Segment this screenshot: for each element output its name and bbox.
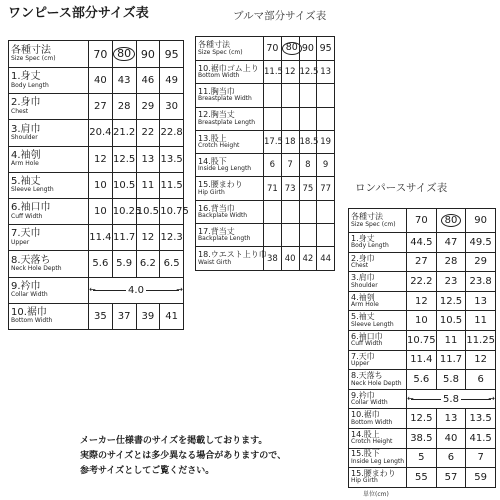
value-cell: 38 — [264, 247, 282, 270]
value-cell — [281, 107, 299, 130]
value-cell: 6.5 — [160, 251, 184, 277]
value-cell: 12.3 — [160, 225, 184, 251]
table-row — [349, 252, 496, 272]
size-header-80 — [112, 41, 136, 68]
value-cell: 29 — [466, 252, 496, 272]
value-cell: 49.5 — [466, 233, 496, 253]
value-cell — [317, 224, 335, 247]
merged-value: 4.0 — [128, 284, 144, 296]
row-label-en: Chest — [351, 261, 369, 269]
row-label-jp: 5.袖丈 — [11, 175, 41, 187]
value-cell: 12 — [281, 61, 299, 84]
size-label: 90 — [474, 215, 488, 226]
row-label-en: Crotch Height — [198, 142, 240, 150]
row-label-cell — [349, 252, 407, 272]
value-cell: 59 — [466, 468, 496, 488]
row-label-jp: 7.天巾 — [351, 351, 375, 361]
note-line-1: メーカー仕様書のサイズを掲載しております。 — [80, 436, 268, 446]
row-label-cell — [9, 277, 89, 303]
value-cell: 39 — [136, 303, 160, 329]
row-label-jp: 3.肩巾 — [351, 273, 375, 283]
table-row — [349, 350, 496, 370]
value-cell: 11.5 — [264, 61, 282, 84]
value-cell: 40 — [281, 247, 299, 270]
value-cell: 44.5 — [407, 233, 437, 253]
row-label-cell — [9, 94, 89, 120]
row-label-cell — [349, 448, 407, 468]
table-row — [196, 154, 335, 177]
value-cell: 43 — [112, 68, 136, 94]
row-label-en: Breastplate Length — [198, 118, 256, 126]
table-row — [196, 224, 335, 247]
size-header-80 — [281, 37, 299, 61]
value-cell: 5.8 — [436, 370, 466, 390]
value-cell: 18.5 — [299, 130, 317, 153]
row-label-cell — [349, 350, 407, 370]
row-label-cell — [196, 247, 267, 270]
value-cell: 40 — [436, 428, 466, 448]
value-cell: 10 — [89, 172, 113, 198]
value-cell: 47 — [436, 233, 466, 253]
row-label-en: Upper — [11, 238, 30, 246]
rompers-table-title: ロンパースサイズ表 — [355, 182, 448, 194]
value-cell: 11.5 — [160, 172, 184, 198]
value-cell: 30 — [160, 94, 184, 120]
row-label-en: Arm Hole — [11, 160, 39, 168]
row-label-en: Breastplate Width — [198, 95, 252, 103]
row-label-jp: 15.腰まわり — [351, 469, 396, 479]
value-cell: 13.5 — [160, 146, 184, 172]
row-label-cell — [9, 303, 89, 329]
table-row — [9, 225, 184, 251]
row-label-cell — [196, 130, 264, 153]
table-row — [196, 130, 335, 153]
value-cell: 10.5 — [436, 311, 466, 331]
value-cell: 27 — [407, 252, 437, 272]
row-label-en: Bottom Width — [351, 418, 393, 426]
value-cell — [299, 224, 317, 247]
value-cell — [264, 224, 282, 247]
header-label-en: Size Spec (cm) — [198, 48, 243, 56]
value-cell: 12 — [89, 146, 113, 172]
header-label-jp: 各種寸法 — [351, 212, 383, 222]
row-label-jp: 15.股下 — [351, 449, 380, 459]
row-label-jp: 3.肩巾 — [11, 123, 41, 135]
value-cell: 13.5 — [466, 409, 496, 429]
value-cell: 6 — [466, 370, 496, 390]
value-cell — [264, 200, 282, 223]
value-cell: 10.25 — [112, 198, 136, 224]
value-cell: 13 — [466, 291, 496, 311]
onepiece-size-table — [8, 40, 189, 330]
table-row — [196, 84, 335, 107]
value-cell: 13 — [436, 409, 466, 429]
header-label-cell — [9, 41, 89, 68]
value-cell: 22 — [136, 120, 160, 146]
size-label: 70 — [266, 43, 279, 54]
table-row — [349, 468, 496, 488]
row-label-en: Backplate Width — [198, 211, 248, 219]
row-label-cell — [196, 200, 264, 223]
value-cell — [317, 107, 335, 130]
arrow-left-icon: ← — [89, 285, 96, 295]
table-row — [9, 198, 184, 224]
value-cell: 19 — [317, 130, 335, 153]
table-row — [349, 428, 496, 448]
row-label-en: Crotch Height — [351, 438, 393, 446]
size-label: 70 — [93, 47, 108, 61]
value-cell: 41 — [160, 303, 184, 329]
size-label: 80 — [441, 214, 462, 228]
unit-label: 単位(cm) — [363, 491, 389, 498]
value-cell: 22.8 — [160, 120, 184, 146]
value-cell: 37 — [112, 303, 136, 329]
value-cell: 12 — [136, 225, 160, 251]
value-cell: 44 — [317, 247, 335, 270]
value-cell: 17.5 — [264, 130, 282, 153]
arrow-left-icon: ← — [407, 394, 414, 404]
value-cell — [299, 200, 317, 223]
value-cell — [299, 107, 317, 130]
value-cell: 9 — [317, 154, 335, 177]
table-row — [349, 272, 496, 292]
table-row — [349, 389, 496, 409]
row-label-cell — [9, 120, 89, 146]
table-row — [9, 68, 184, 94]
value-cell: 5 — [407, 448, 437, 468]
size-header-70 — [89, 41, 113, 68]
row-label-cell — [196, 177, 264, 200]
size-header-95 — [317, 37, 335, 61]
row-label-cell — [349, 468, 407, 488]
value-cell: 11.4 — [407, 350, 437, 370]
size-label: 80 — [113, 47, 135, 62]
row-label-cell — [349, 330, 407, 350]
value-cell: 10.75 — [160, 198, 184, 224]
size-header-90 — [466, 209, 496, 233]
value-cell: 21.2 — [112, 120, 136, 146]
header-label-jp: 各種寸法 — [11, 44, 51, 56]
row-label-jp: 6.袖口巾 — [11, 202, 51, 214]
header-label-cell — [196, 37, 264, 61]
value-cell: 49 — [160, 68, 184, 94]
value-cell: 10.5 — [136, 198, 160, 224]
row-label-en: Hip Girth — [351, 477, 378, 485]
row-label-cell — [349, 409, 407, 429]
table-row — [349, 233, 496, 253]
value-cell: 6 — [436, 448, 466, 468]
value-cell: 12.5 — [436, 291, 466, 311]
row-label-jp: 10.裾巾 — [11, 306, 47, 318]
size-label: 80 — [282, 42, 302, 55]
row-label-jp: 12.胸当丈 — [198, 110, 235, 120]
size-header-90 — [136, 41, 160, 68]
row-label-en: Bottom Width — [11, 317, 53, 325]
row-label-en: Body Length — [351, 242, 389, 250]
size-label: 95 — [164, 47, 179, 61]
row-label-cell — [349, 389, 407, 409]
row-label-jp: 6.袖口巾 — [351, 331, 383, 341]
row-label-cell — [349, 291, 407, 311]
value-cell: 23 — [436, 272, 466, 292]
value-cell: 18 — [281, 130, 299, 153]
row-label-cell — [196, 224, 264, 247]
row-label-jp: 11.胸当巾 — [198, 87, 235, 97]
table-header-row — [349, 209, 496, 233]
value-cell: 29 — [136, 94, 160, 120]
row-label-jp: 14.股上 — [351, 429, 380, 439]
note-line-3: 参考サイズとしてご覧ください。 — [80, 466, 215, 476]
value-cell: 23.8 — [466, 272, 496, 292]
table-header-row — [9, 41, 184, 68]
table-row — [196, 200, 335, 223]
row-label-en: Chest — [11, 107, 29, 115]
value-cell: 7 — [281, 154, 299, 177]
disclaimer-note — [80, 434, 286, 479]
row-label-cell — [9, 172, 89, 198]
merged-value: 5.8 — [443, 393, 459, 405]
row-label-en: Body Length — [11, 81, 49, 89]
value-cell: 11 — [436, 330, 466, 350]
value-cell: 10 — [89, 198, 113, 224]
value-cell — [264, 84, 282, 107]
value-cell: 12.5 — [299, 61, 317, 84]
size-label: 90 — [140, 47, 155, 61]
row-label-en: Collar Width — [11, 291, 48, 299]
onepiece-table-title: ワンピース部分サイズ表 — [8, 6, 149, 21]
row-label-cell — [349, 311, 407, 331]
row-label-jp: 7.天巾 — [11, 228, 41, 240]
row-label-jp: 17.背当丈 — [198, 226, 235, 236]
value-cell: 12 — [407, 291, 437, 311]
value-cell: 6.2 — [136, 251, 160, 277]
value-cell: 6 — [264, 154, 282, 177]
row-label-cell — [349, 370, 407, 390]
size-label: 95 — [319, 43, 332, 54]
value-cell: 75 — [299, 177, 317, 200]
header-label-en: Size Spec (cm) — [11, 55, 56, 63]
value-cell: 11.7 — [436, 350, 466, 370]
table-row — [349, 370, 496, 390]
table-row — [9, 172, 184, 198]
row-label-en: Arm Hole — [351, 301, 379, 309]
size-label: 70 — [414, 215, 428, 226]
value-cell: 11.25 — [466, 330, 496, 350]
table-row — [349, 448, 496, 468]
value-cell: 22.2 — [407, 272, 437, 292]
value-cell: 7 — [466, 448, 496, 468]
arrow-right-icon: → — [488, 394, 495, 404]
row-label-en: Sleeve Length — [11, 186, 54, 194]
note-line-2: 実際のサイズとは多少異なる場合がありますので、 — [80, 451, 287, 461]
table-row — [9, 277, 184, 303]
value-cell — [299, 84, 317, 107]
row-label-en: Backplate Length — [198, 235, 251, 243]
value-cell: 42 — [299, 247, 317, 270]
row-label-en: Inside Leg Length — [198, 165, 252, 173]
row-label-cell — [196, 107, 264, 130]
size-header-90 — [299, 37, 317, 61]
value-cell: 40 — [89, 68, 113, 94]
table-row — [196, 61, 335, 84]
row-label-en: Neck Hole Depth — [11, 265, 62, 272]
value-cell: 11 — [466, 311, 496, 331]
size-header-70 — [264, 37, 282, 61]
row-label-jp: 9.衿巾 — [11, 280, 41, 292]
rompers-size-table — [348, 208, 496, 488]
value-cell — [281, 224, 299, 247]
value-cell: 77 — [317, 177, 335, 200]
header-label-cell — [349, 209, 407, 233]
row-label-jp: 18.ウエスト上り巾 — [198, 250, 267, 260]
row-label-jp: 15.腰まわり — [198, 180, 243, 190]
table-row — [9, 146, 184, 172]
table-row — [349, 330, 496, 350]
value-cell: 12.5 — [112, 146, 136, 172]
value-cell: 38.5 — [407, 428, 437, 448]
row-label-en: Shoulder — [11, 134, 38, 142]
table-row — [349, 291, 496, 311]
merged-value-cell — [89, 277, 184, 303]
table-header-row — [196, 37, 335, 61]
row-label-jp: 10.裾巾ゴム上り — [198, 63, 259, 73]
value-cell: 13 — [136, 146, 160, 172]
row-label-en: Waist Girth — [198, 258, 232, 266]
row-label-jp: 2.身巾 — [11, 97, 41, 109]
row-label-jp: 14.股下 — [198, 156, 227, 166]
row-label-cell — [9, 198, 89, 224]
row-label-cell — [349, 428, 407, 448]
row-label-jp: 5.袖丈 — [351, 312, 375, 322]
table-row — [196, 247, 335, 270]
header-label-jp: 各種寸法 — [198, 40, 230, 50]
table-row — [9, 303, 184, 329]
row-label-jp: 4.袖刳 — [351, 292, 375, 302]
row-label-en: Upper — [351, 359, 370, 367]
table-row — [9, 120, 184, 146]
table-row — [9, 94, 184, 120]
row-label-en: Sleeve Length — [351, 320, 394, 328]
value-cell: 20.4 — [89, 120, 113, 146]
value-cell: 46 — [136, 68, 160, 94]
row-label-en: Cuff Width — [351, 340, 383, 348]
value-cell: 5.6 — [89, 251, 113, 277]
bloomers-size-table — [195, 36, 335, 271]
size-header-70 — [407, 209, 437, 233]
value-cell: 5.9 — [112, 251, 136, 277]
row-label-en: Hip Girth — [198, 188, 225, 196]
row-label-cell — [9, 225, 89, 251]
value-cell: 13 — [317, 61, 335, 84]
value-cell: 11.7 — [112, 225, 136, 251]
value-cell: 27 — [89, 94, 113, 120]
table-row — [196, 107, 335, 130]
row-label-cell — [196, 84, 264, 107]
row-label-jp: 2.身巾 — [351, 253, 375, 263]
row-label-cell — [196, 154, 264, 177]
row-label-jp: 4.袖刳 — [11, 149, 41, 161]
row-label-en: Neck Hole Depth — [351, 379, 402, 387]
row-label-cell — [9, 68, 89, 94]
value-cell: 10.75 — [407, 330, 437, 350]
row-label-cell — [349, 272, 407, 292]
value-cell — [281, 84, 299, 107]
row-label-cell — [349, 233, 407, 253]
value-cell: 35 — [89, 303, 113, 329]
value-cell: 73 — [281, 177, 299, 200]
table-row — [9, 251, 184, 277]
value-cell: 28 — [112, 94, 136, 120]
row-label-en: Shoulder — [351, 281, 378, 289]
row-label-jp: 1.身丈 — [11, 71, 41, 83]
value-cell: 12.5 — [407, 409, 437, 429]
arrow-right-icon: → — [176, 285, 183, 295]
table-row — [349, 311, 496, 331]
row-label-cell — [9, 251, 89, 277]
table-row — [349, 409, 496, 429]
size-header-80 — [436, 209, 466, 233]
value-cell: 55 — [407, 468, 437, 488]
row-label-en: Collar Width — [351, 399, 388, 407]
row-label-cell — [196, 61, 264, 84]
row-label-jp: 8.天落ち — [351, 371, 383, 381]
value-cell: 28 — [436, 252, 466, 272]
bloomers-table-title: ブルマ部分サイズ表 — [233, 10, 327, 22]
value-cell: 8 — [299, 154, 317, 177]
value-cell: 71 — [264, 177, 282, 200]
value-cell — [264, 107, 282, 130]
value-cell: 10.5 — [112, 172, 136, 198]
value-cell — [281, 200, 299, 223]
row-label-en: Inside Leg Length — [351, 457, 405, 465]
merged-value-cell — [407, 389, 496, 409]
row-label-jp: 16.背当巾 — [198, 203, 235, 213]
value-cell: 10 — [407, 311, 437, 331]
row-label-jp: 9.衿巾 — [351, 390, 375, 400]
size-label: 90 — [301, 43, 314, 54]
value-cell — [317, 200, 335, 223]
header-label-en: Size Spec (cm) — [351, 220, 396, 228]
value-cell: 41.5 — [466, 428, 496, 448]
table-row — [196, 177, 335, 200]
value-cell: 12 — [466, 350, 496, 370]
row-label-en: Bottom Width — [198, 72, 240, 80]
row-label-jp: 1.身丈 — [351, 233, 375, 243]
size-header-95 — [160, 41, 184, 68]
value-cell: 11 — [136, 172, 160, 198]
value-cell: 5.6 — [407, 370, 437, 390]
row-label-jp: 10.裾巾 — [351, 410, 380, 420]
row-label-en: Cuff Width — [11, 212, 43, 220]
value-cell — [317, 84, 335, 107]
row-label-cell — [9, 146, 89, 172]
value-cell: 57 — [436, 468, 466, 488]
row-label-jp: 13.股上 — [198, 133, 227, 143]
row-label-jp: 8.天落ち — [11, 254, 51, 266]
value-cell: 11.4 — [89, 225, 113, 251]
